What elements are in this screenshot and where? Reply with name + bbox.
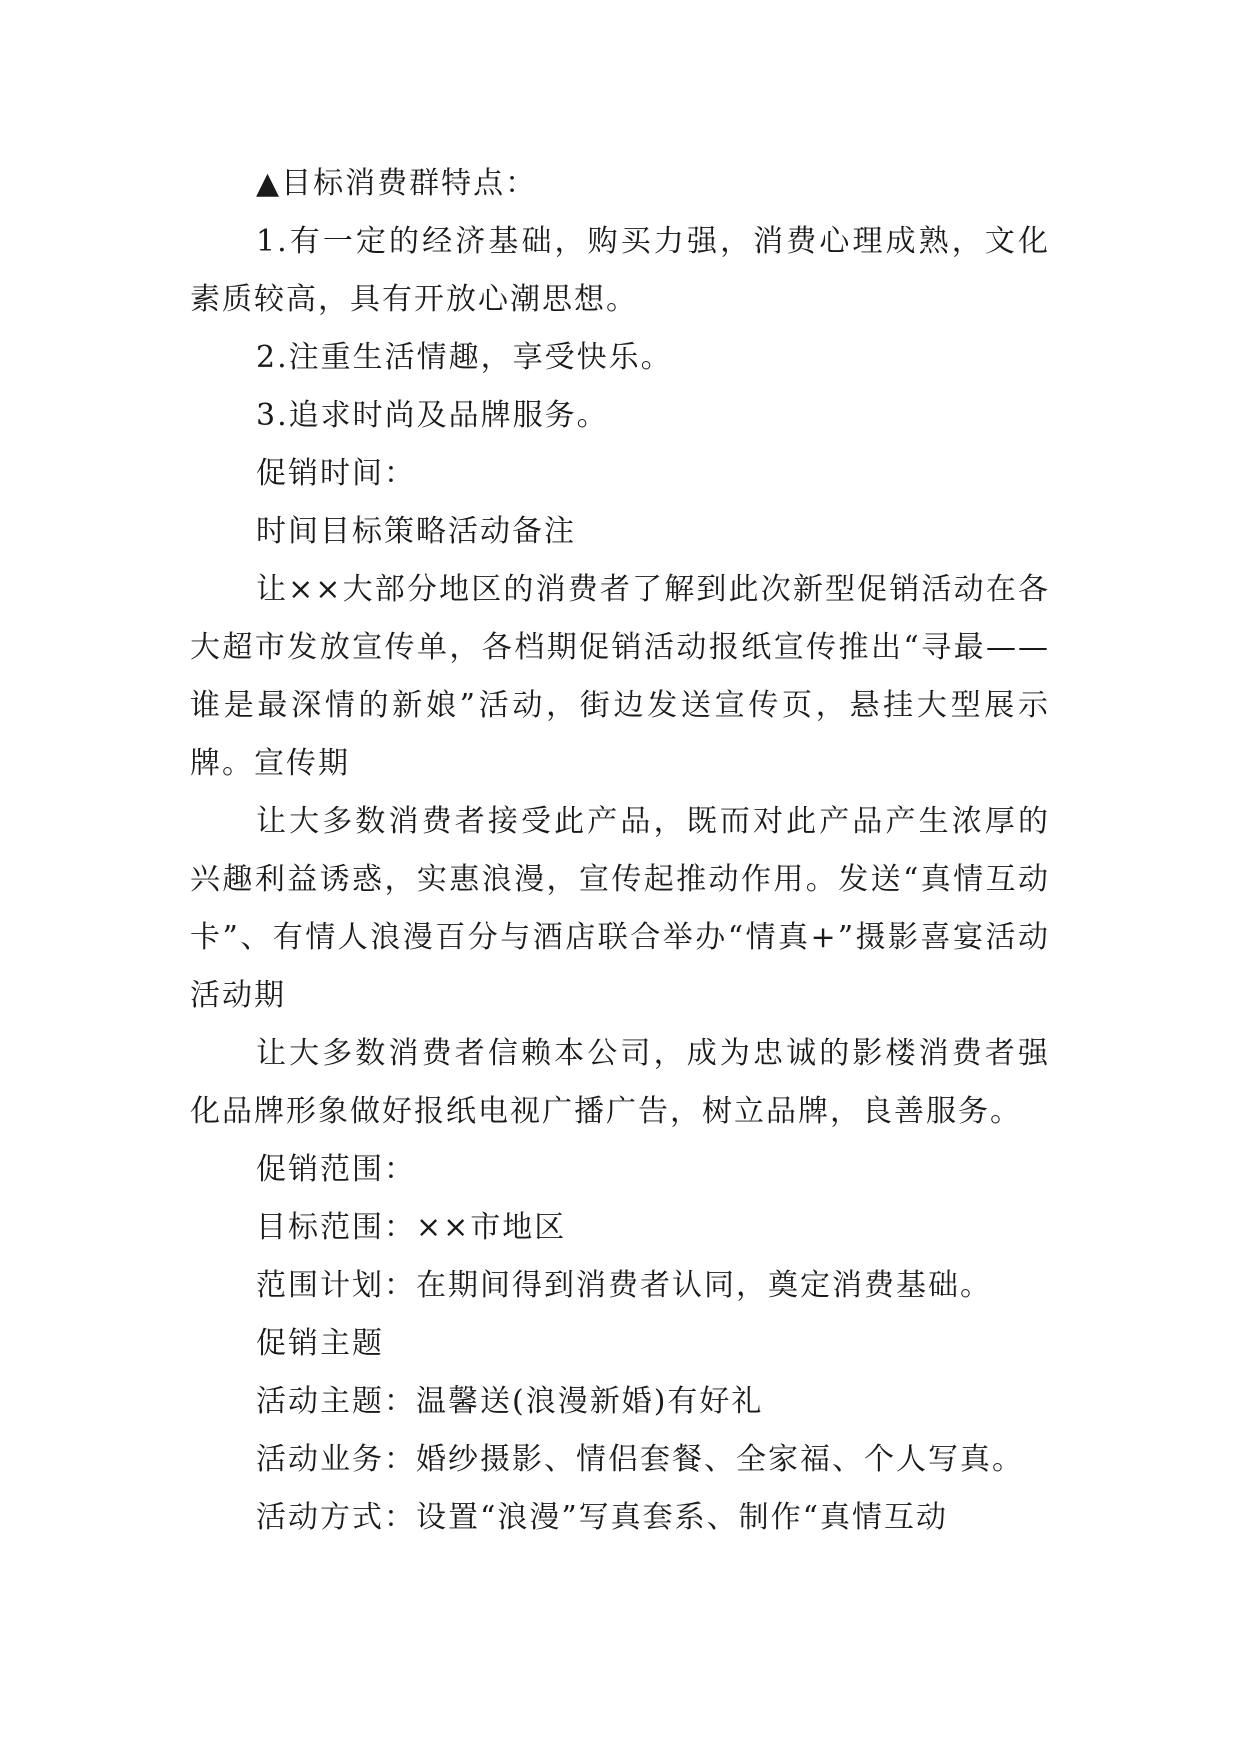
list-item: 1.有一定的经济基础，购买力强，消费心理成熟，文化素质较高，具有开放心潮思想。 bbox=[190, 224, 1050, 317]
table-header-text: 时间目标策略活动备注 bbox=[256, 514, 576, 549]
section-heading-promo-time: 促销时间： bbox=[256, 456, 416, 491]
section-heading-target-consumers: ▲目标消费群特点： bbox=[256, 166, 538, 201]
paragraph: 让××大部分地区的消费者了解到此次新型促销活动在各大超市发放宣传单，各档期促销活动报纸宣传推出“寻最——谁是最深情的新娘”活动，街边发送宣传页，悬挂大型展示牌。宣传期 bbox=[190, 572, 1050, 781]
paragraph: 活动主题：温馨送(浪漫新婚)有好礼 bbox=[256, 1384, 764, 1419]
paragraph: 范围计划：在期间得到消费者认同，奠定消费基础。 bbox=[256, 1268, 992, 1303]
paragraph: 让大多数消费者信赖本公司，成为忠诚的影楼消费者强化品牌形象做好报纸电视广播广告，树立品牌，良善服务。 bbox=[190, 1036, 1050, 1129]
section-heading-promo-theme: 促销主题 bbox=[256, 1326, 384, 1361]
paragraph: 让大多数消费者接受此产品，既而对此产品产生浓厚的兴趣利益诱惑，实惠浪漫，宣传起推动作用。发送“真情互动卡”、有情人浪漫百分与酒店联合举办“情真+”摄影喜宴活动活动期 bbox=[190, 804, 1050, 1013]
section-heading-promo-scope: 促销范围： bbox=[256, 1152, 416, 1187]
paragraph: 活动业务：婚纱摄影、情侣套餐、全家福、个人写真。 bbox=[256, 1442, 1024, 1477]
list-item: 2.注重生活情趣，享受快乐。 bbox=[256, 340, 673, 375]
paragraph: 活动方式：设置“浪漫”写真套系、制作“真情互动 bbox=[256, 1500, 949, 1535]
document-body bbox=[190, 155, 1050, 1547]
paragraph: 目标范围：××市地区 bbox=[256, 1210, 567, 1245]
list-item: 3.追求时尚及品牌服务。 bbox=[256, 398, 609, 433]
